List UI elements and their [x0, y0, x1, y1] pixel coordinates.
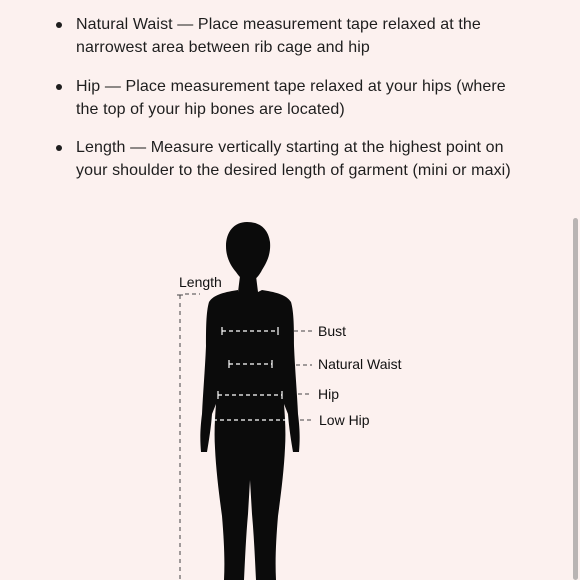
guide-item-text: Natural Waist — Place measurement tape relaxed at the narrowest area between rib cage and hip [76, 16, 481, 56]
natural-waist-label: Natural Waist [318, 356, 402, 372]
guide-item-text: Length — Measure vertically starting at the highest point on your shoulder to the desired length of garment (mini or maxi) [76, 139, 511, 179]
guide-item-text: Hip — Place measurement tape relaxed at your hips (where the top of your hip bones are located) [76, 78, 506, 118]
hip-label: Hip [318, 386, 340, 402]
length-label: Length [179, 274, 222, 290]
low-hip-label: Low Hip [319, 412, 370, 428]
bust-label: Bust [318, 323, 347, 339]
